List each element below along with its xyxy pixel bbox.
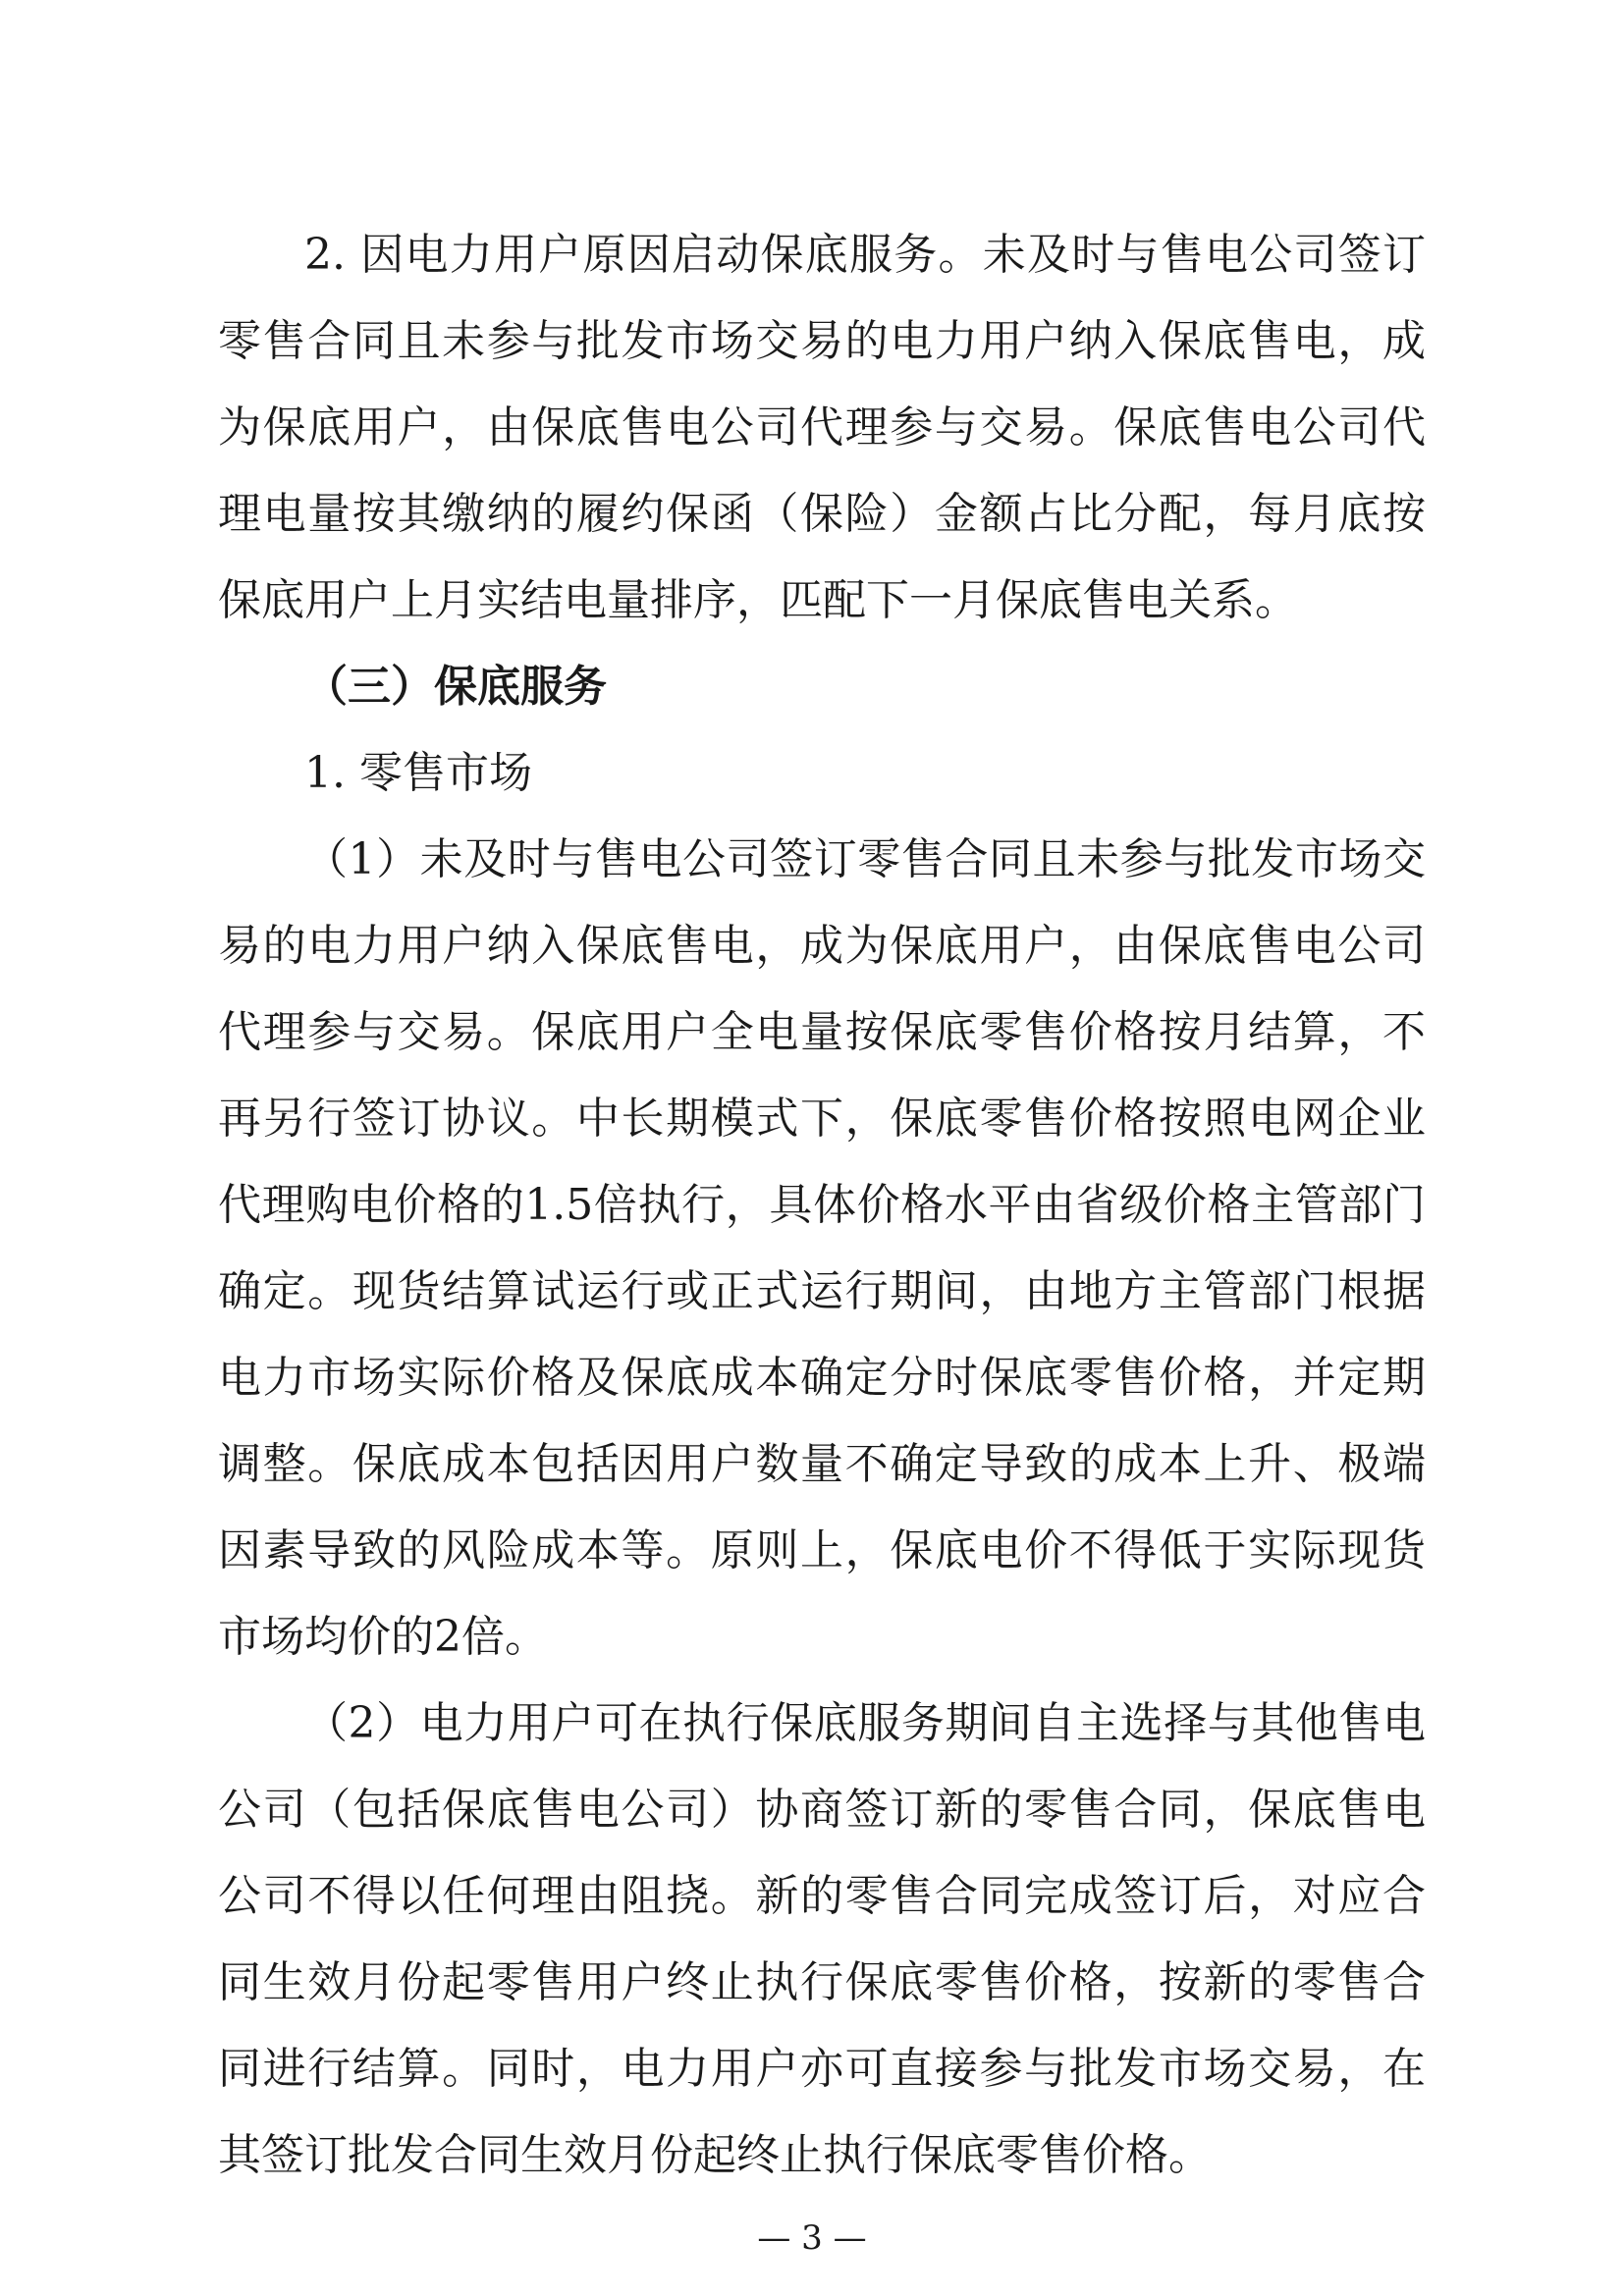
item-2-line-6: 其签订批发合同生效月份起终止执行保底零售价格。 [218, 2130, 1212, 2180]
item-2-line-3: 公司不得以任何理由阻挠。新的零售合同完成签订后，对应合 [218, 1871, 1426, 1921]
item-1-line-4: 再另行签订协议。中长期模式下，保底零售价格按照电网企业 [218, 1094, 1426, 1144]
item-1-line-5: 代理购电价格的1.5倍执行，具体价格水平由省级价格主管部门 [218, 1180, 1426, 1230]
item-1-line-8: 调整。保底成本包括因用户数量不确定导致的成本上升、极端 [218, 1439, 1426, 1489]
paragraph-2-line-4: 理电量按其缴纳的履约保函（保险）金额占比分配，每月底按 [218, 489, 1426, 539]
item-2-line-4: 同生效月份起零售用户终止执行保底零售价格，按新的零售合 [218, 1957, 1426, 2007]
item-1-line-7: 电力市场实际价格及保底成本确定分时保底零售价格，并定期 [218, 1353, 1426, 1403]
page-number: — 3 — [757, 2218, 867, 2258]
paragraph-2-line-1: 2. 因电力用户原因启动保底服务。未及时与售电公司签订 [304, 230, 1426, 280]
item-1-line-6: 确定。现货结算试运行或正式运行期间，由地方主管部门根据 [218, 1266, 1426, 1316]
subsection-heading: 1. 零售市场 [304, 748, 532, 798]
item-1-line-2: 易的电力用户纳入保底售电，成为保底用户，由保底售电公司 [218, 921, 1426, 971]
item-1-line-3: 代理参与交易。保底用户全电量按保底零售价格按月结算，不 [218, 1007, 1426, 1057]
item-2-line-5: 同进行结算。同时，电力用户亦可直接参与批发市场交易，在 [218, 2044, 1426, 2094]
item-1-line-9: 因素导致的风险成本等。原则上，保底电价不得低于实际现货 [218, 1525, 1426, 1575]
item-1-line-10: 市场均价的2倍。 [218, 1612, 548, 1662]
item-2-line-1: （2）电力用户可在执行保底服务期间自主选择与其他售电 [304, 1698, 1426, 1748]
paragraph-2-line-2: 零售合同且未参与批发市场交易的电力用户纳入保底售电，成 [218, 316, 1426, 366]
section-heading: （三）保底服务 [304, 662, 607, 712]
item-1-line-1: （1）未及时与售电公司签订零售合同且未参与批发市场交 [304, 834, 1426, 884]
paragraph-2-line-5: 保底用户上月实结电量排序，匹配下一月保底售电关系。 [218, 575, 1298, 625]
paragraph-2-line-3: 为保底用户，由保底售电公司代理参与交易。保底售电公司代 [218, 402, 1426, 453]
item-2-line-2: 公司（包括保底售电公司）协商签订新的零售合同，保底售电 [218, 1785, 1426, 1835]
